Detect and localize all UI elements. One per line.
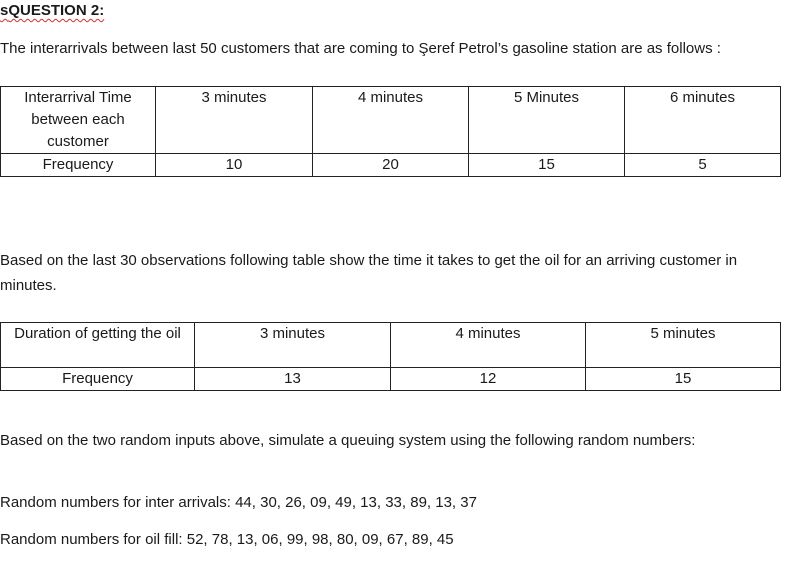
interarrival-freq-2: 20: [313, 154, 469, 177]
question-title-word: QUESTION 2:: [8, 2, 105, 19]
interarrival-freq-1: 10: [156, 154, 313, 177]
interarrival-freq-3: 15: [469, 154, 625, 177]
interarrival-header-row: [1, 87, 781, 154]
interarrival-table: [0, 86, 781, 177]
oil-duration-frequency-label: Frequency: [1, 368, 195, 391]
interarrival-col-1: 3 minutes: [156, 87, 313, 154]
random-interarrivals-line: Random numbers for inter arrivals: 44, 30, 26, 09, 49, 13, 33, 89, 13, 37: [0, 494, 477, 511]
random-oil-fill-line: Random numbers for oil fill: 52, 78, 13, 06, 99, 98, 80, 09, 67, 89, 45: [0, 531, 454, 548]
interarrival-freq-4: 5: [625, 154, 781, 177]
oil-duration-col-3: 5 minutes: [586, 323, 781, 368]
simulation-instructions: Based on the two random inputs above, simulate a queuing system using the following random numbers:: [0, 432, 696, 449]
oil-duration-row-header: Duration of getting the oil: [1, 323, 195, 368]
interarrival-col-2: 4 minutes: [313, 87, 469, 154]
interarrival-col-4: 6 minutes: [625, 87, 781, 154]
intro-paragraph: The interarrivals between last 50 customers that are coming to Şeref Petrol’s gasoline station are as follows :: [0, 40, 721, 57]
oil-duration-frequency-row: [1, 368, 781, 391]
interarrival-frequency-label: Frequency: [1, 154, 156, 177]
oil-duration-col-1: 3 minutes: [195, 323, 391, 368]
oil-duration-header-row: [1, 323, 781, 368]
oil-duration-freq-2: 12: [391, 368, 586, 391]
oil-duration-paragraph: Based on the last 30 observations following table show the time it takes to get the oil for an arriving customer in minutes.: [0, 252, 738, 294]
question-prefix: s: [0, 2, 9, 19]
oil-duration-table: [0, 322, 781, 391]
interarrival-frequency-row: [1, 154, 781, 177]
oil-duration-freq-1: 13: [195, 368, 391, 391]
oil-duration-col-2: 4 minutes: [391, 323, 586, 368]
interarrival-col-3: 5 Minutes: [469, 87, 625, 154]
interarrival-row-header: Interarrival Time between each customer: [1, 87, 156, 154]
oil-duration-freq-3: 15: [586, 368, 781, 391]
question-heading: [0, 2, 104, 19]
